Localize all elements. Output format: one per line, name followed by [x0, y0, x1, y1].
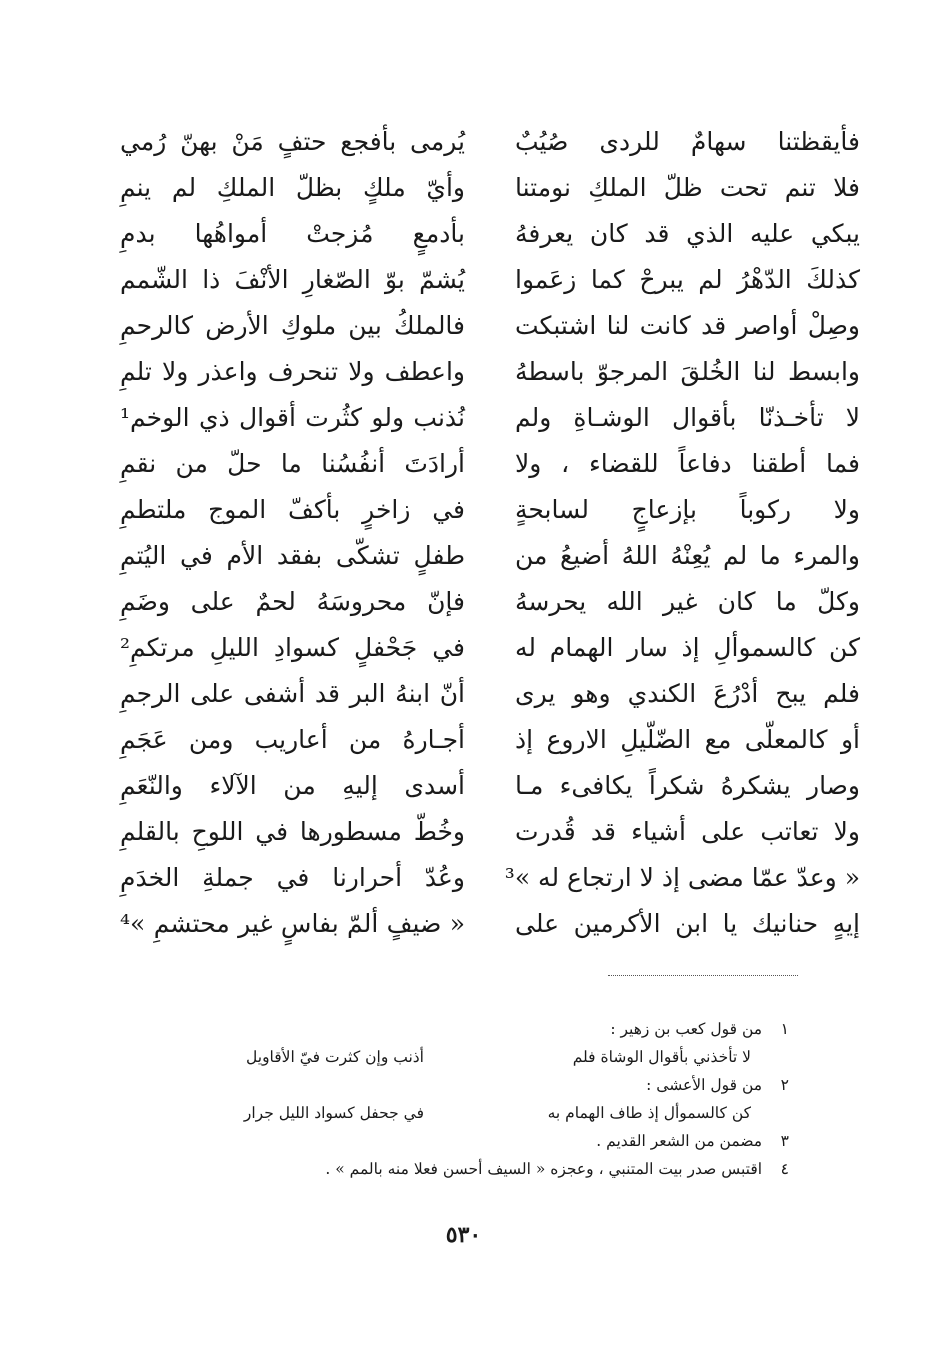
second-hemistich: وخُطّ مسطورها في اللوحِ بالقلمِ — [120, 817, 465, 846]
verse — [60, 440, 860, 487]
first-hemistich: وصِلْ أواصر قد كانت لنا اشتبكت — [515, 311, 860, 340]
first-hemistich: والمرء ما لم يُعِنْهُ اللهُ أضيعُ من — [515, 541, 860, 570]
footnote-separator — [608, 975, 798, 976]
footnote-text: من قول الأعشى : — [646, 1076, 763, 1094]
footnote-text: من قول كعب بن زهير : — [610, 1020, 763, 1038]
footnotes — [149, 1015, 789, 1183]
verse — [60, 210, 860, 257]
first-hemistich: فلم يبح أدْرُعَ الكندي وهو يرى — [515, 679, 860, 708]
first-hemistich: فأيقظتنا سهامٌ للردى صُيُبٌ — [515, 127, 860, 156]
footnote-verse — [149, 1099, 789, 1127]
second-hemistich: نُذنب ولو كثُرت أقوال ذي الوخم¹ — [120, 403, 465, 432]
footnote-number: ٤ — [780, 1160, 789, 1178]
verse — [60, 900, 860, 947]
first-hemistich: ولا تعاتب على أشياء قد قُدرت — [515, 817, 860, 846]
verse — [60, 578, 860, 625]
page-number: ٥٣٠ — [445, 1222, 482, 1248]
second-hemistich: « ضيفٍ ألمّ بفاسٍ غير محتشمِ »⁴ — [120, 909, 465, 938]
verse — [60, 118, 860, 165]
second-hemistich: في زاخرٍ بأكفّ الموج ملتطمِ — [120, 495, 465, 524]
footnote-verse-first: لا تأخذني بأقوال الوشاة فلم — [572, 1048, 751, 1066]
second-hemistich: فإنّ محروسَهُ لحمٌ على وضَمِ — [120, 587, 465, 616]
footnote-verse — [149, 1043, 789, 1071]
verse — [60, 164, 860, 211]
second-hemistich: واعطف ولا تنحرف واعذر ولا تلمِ — [120, 357, 465, 386]
first-hemistich: فما أطقنا دفاعاً للقضاء ، ولا — [515, 449, 860, 478]
verse — [60, 302, 860, 349]
footnote-number: ٢ — [780, 1076, 789, 1094]
footnote-number: ١ — [780, 1020, 789, 1038]
footnote-text: اقتبس صدر بيت المتنبي ، وعجزه « السيف أحسن فعلا منه بالمم » . — [325, 1160, 763, 1178]
second-hemistich: وأيّ ملكٍ بظلّ الملكِ لم ينمِ — [120, 173, 465, 202]
first-hemistich: يبكي عليه الذي قد كان يعرفهُ — [515, 219, 860, 248]
footnote-verse-first: كن كالسموأل إذ طاف الهمام به — [547, 1104, 751, 1122]
second-hemistich: يُشمّ بوّ الصّغارِ الأنْفَ ذا الشّمم — [120, 265, 465, 294]
second-hemistich: بأدمعٍ مُزجتْ أمواهُها بدمِ — [120, 219, 465, 248]
second-hemistich: طفلٍ تشكّى بفقد الأم في اليُتمِ — [120, 541, 465, 570]
first-hemistich: « وعدّ عمّا مضى إذ لا ارتجاع له »³ — [504, 863, 860, 892]
first-hemistich: وكلّ ما كان غير الله يحرسهُ — [515, 587, 860, 616]
verse — [60, 624, 860, 671]
verse — [60, 256, 860, 303]
second-hemistich: وعُدّ أحرارنا في جملةِ الخدَمِ — [120, 863, 465, 892]
footnote — [149, 1071, 789, 1099]
second-hemistich: أرادَتَ أنفُسُنا ما حلّ من نقمِ — [120, 449, 465, 478]
footnote-text: مضمن من الشعر القديم . — [596, 1132, 763, 1150]
first-hemistich: وصار يشكرهُ شكراً يكافىء مـا — [515, 771, 860, 800]
verse — [60, 762, 860, 809]
verse — [60, 348, 860, 395]
first-hemistich: فلا تنم تحت ظلّ الملكِ نومتنا — [515, 173, 860, 202]
footnote — [149, 1155, 789, 1183]
verse — [60, 854, 860, 901]
second-hemistich: أجـارهُ من أعاريب ومن عَجَمِ — [120, 725, 465, 754]
footnote-verse-second: في جحفل كسواد الليل جرار — [243, 1104, 424, 1122]
verse — [60, 394, 860, 441]
second-hemistich: أسدى إليهِ من الآلاء والنّعَمِ — [120, 771, 465, 800]
verse — [60, 808, 860, 855]
verse — [60, 670, 860, 717]
first-hemistich: كذلكَ الدّهْرُ لم يبرحْ كما زعَموا — [515, 265, 860, 294]
footnote-number: ٣ — [780, 1132, 789, 1150]
first-hemistich: وابسط لنا الخُلقَ المرجوّ باسطهُ — [515, 357, 860, 386]
first-hemistich: ولا ركوباً بإزعاجٍ لسابحةٍ — [515, 495, 860, 524]
verse — [60, 486, 860, 533]
first-hemistich: كن كالسموألِ إذ سار الهمام له — [515, 633, 860, 662]
second-hemistich: أنّ ابنهُ البر قد أشفى على الرجمِ — [120, 679, 465, 708]
verse — [60, 716, 860, 763]
second-hemistich: يُرمى بأفجع حتفٍ مَنْ بهنّ رُمي — [120, 127, 465, 156]
first-hemistich: أو كالمعلّى مع الضّلّيلِ الاروع إذ — [515, 725, 860, 754]
second-hemistich: فالملكُ بين ملوكِ الأرض كالرحمِ — [120, 311, 465, 340]
poem — [60, 118, 860, 958]
second-hemistich: في جَحْفلٍ كسوادِ الليلِ مرتكمِ² — [120, 633, 465, 662]
verse — [60, 532, 860, 579]
footnote — [149, 1127, 789, 1155]
footnote — [149, 1015, 789, 1043]
first-hemistich: إيهٍ حنانيك يا ابن الأكرمين على — [515, 909, 860, 938]
first-hemistich: لا تأخـذنّا بأقوال الوشـاةِ ولم — [515, 403, 860, 432]
footnote-verse-second: أذنب وإن كثرت فيّ الأقاويل — [246, 1048, 424, 1066]
